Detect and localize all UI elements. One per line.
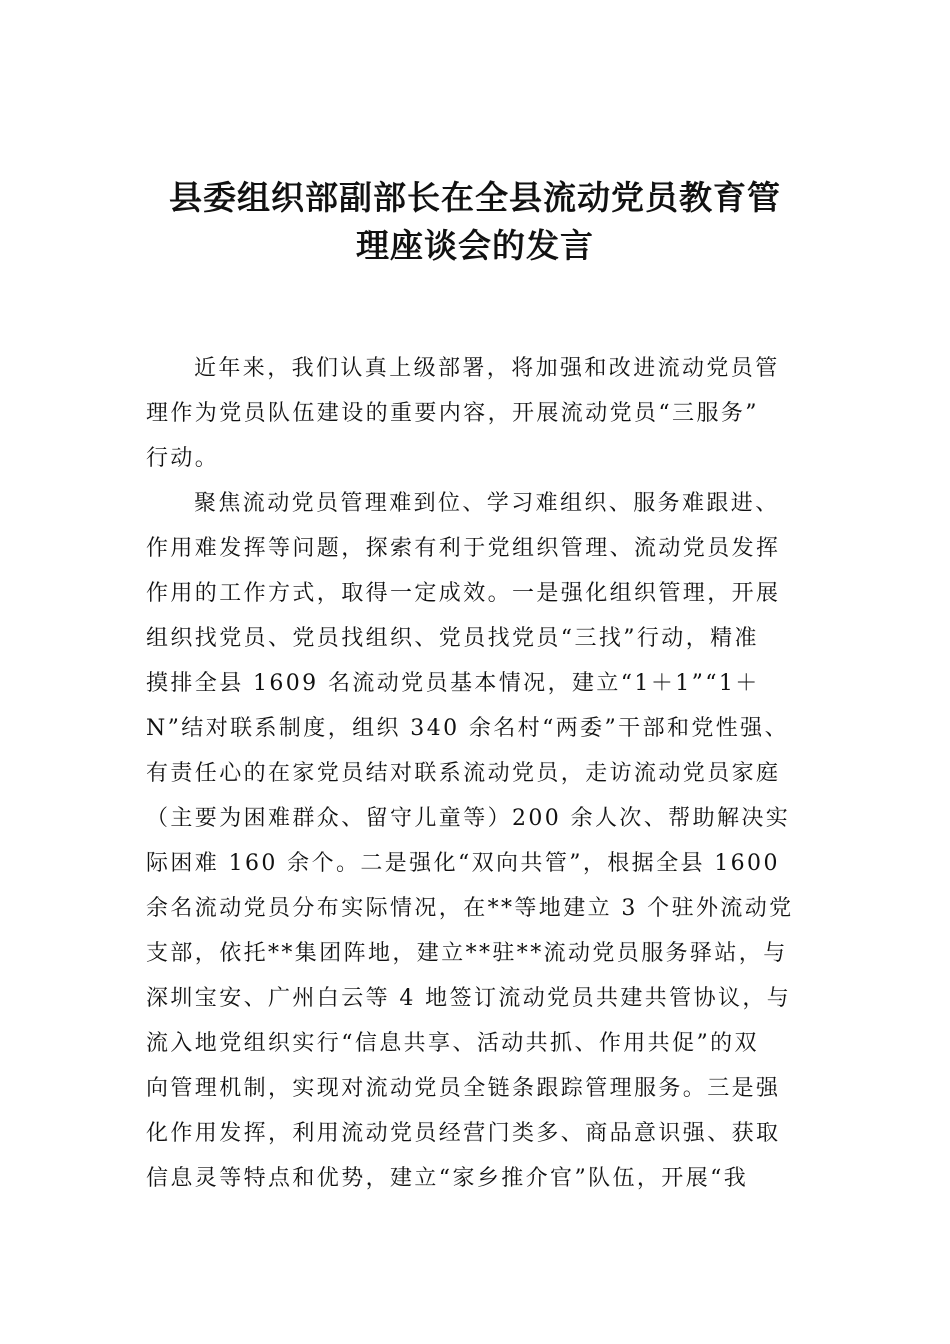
paragraph-2-line-16: 信息灵等特点和优势，建立“家乡推介官”队伍，开展“我 [146, 1166, 749, 1191]
paragraph-2-line-13: 流入地党组织实行“信息共享、活动共抓、作用共促”的双 [146, 1031, 759, 1056]
paragraph-2-line-2: 作用难发挥等问题，探索有利于党组织管理、流动党员发挥 [146, 536, 781, 561]
paragraph-2-line-15: 化作用发挥，利用流动党员经营门类多、商品意识强、获取 [146, 1121, 781, 1146]
paragraph-2-line-9: 际困难 160 余个。二是强化“双向共管”，根据全县 1600 [146, 851, 780, 876]
paragraph-2-line-6: N”结对联系制度，组织 340 余名村“两委”干部和党性强、 [146, 716, 789, 741]
paragraph-2-line-5: 摸排全县 1609 名流动党员基本情况，建立“1＋1”“1＋ [146, 671, 760, 696]
paragraph-2-line-12: 深圳宝安、广州白云等 4 地签订流动党员共建共管协议，与 [146, 986, 792, 1011]
paragraph-2-line-7: 有责任心的在家党员结对联系流动党员，走访流动党员家庭 [146, 761, 781, 786]
paragraph-1-line-1: 近年来，我们认真上级部署，将加强和改进流动党员管 [194, 356, 780, 381]
paragraph-1-line-2: 理作为党员队伍建设的重要内容，开展流动党员“三服务” [146, 401, 759, 426]
document-title-line-2: 理座谈会的发言 [356, 226, 594, 265]
paragraph-2-line-8: （主要为困难群众、留守儿童等）200 余人次、帮助解决实 [146, 806, 791, 831]
paragraph-2-line-4: 组织找党员、党员找组织、党员找党员“三找”行动，精准 [146, 626, 759, 651]
paragraph-2-line-11: 支部，依托**集团阵地，建立**驻**流动党员服务驿站，与 [146, 941, 788, 966]
paragraph-2-line-14: 向管理机制，实现对流动党员全链条跟踪管理服务。三是强 [146, 1076, 781, 1101]
document-title-line-1: 县委组织部副部长在全县流动党员教育管 [169, 178, 781, 217]
paragraph-2-line-3: 作用的工作方式，取得一定成效。一是强化组织管理，开展 [146, 581, 781, 606]
paragraph-1-line-3: 行动。 [146, 446, 220, 471]
paragraph-2-line-1: 聚焦流动党员管理难到位、学习难组织、服务难跟进、 [194, 491, 780, 516]
paragraph-2-line-10: 余名流动党员分布实际情况，在**等地建立 3 个驻外流动党 [146, 896, 794, 921]
